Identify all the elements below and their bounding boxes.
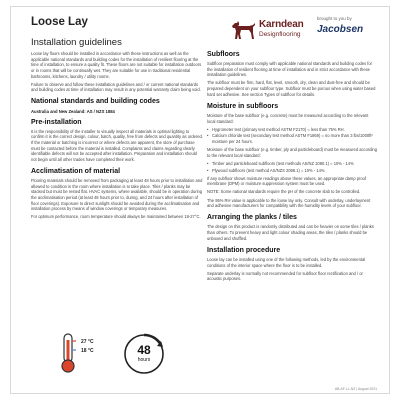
- document-page: [10, 6, 390, 394]
- standards-heading: National standards and building codes: [31, 98, 160, 106]
- standards-line: Australia and New Zealand: AS / NZS 1884: [31, 108, 115, 114]
- jacobsen-logo: Jacobsen: [317, 24, 364, 35]
- hours-value: 48: [137, 343, 151, 357]
- acclimatisation-icons: [56, 332, 186, 377]
- procedure-paragraph-2: Separate underlay is normally not recommended for subfloor floor rectification and / or acoustic purposes.: [207, 270, 363, 282]
- arranging-heading: Arranging the planks / tiles: [207, 214, 297, 222]
- min-temperature: 18 °C: [81, 348, 94, 354]
- max-temperature: 27 °C: [81, 339, 94, 345]
- moisture-paragraph: Moisture of the base subfloor (e.g. concrete) must be measured according to the relevant local standard:: [207, 112, 369, 124]
- acclimatisation-heading: Acclimatisation of material: [31, 167, 121, 175]
- document-title: Loose Lay: [31, 16, 88, 28]
- procedure-heading: Installation procedure: [207, 246, 281, 254]
- subfloors-paragraph-1: Subfloor preparation must comply with applicable national standards and building codes for the installation of resilient flooring at time of installation and in strict accordance with these installation guidelines.: [207, 61, 372, 78]
- hours-unit: hours: [137, 357, 151, 363]
- header: [11, 7, 390, 51]
- dog-icon: [229, 17, 257, 41]
- document-subtitle: Installation guidelines: [31, 37, 122, 48]
- list-item: • Plywood subfloors (test method AS/NZS 2098.1) = 10% - 14%: [207, 168, 377, 174]
- procedure-paragraph-1: Loose lay can be installed using one of the following methods, led by the environmental conditions of the interior space where the floor is to be installed.: [207, 256, 366, 268]
- preinstall-paragraph: It is the responsibility of the installer to visually inspect all materials in optimal lighting to confirm it is the correct design, colour, batch, quality, free from defects and quantity as ordered. If the material or batching is incorrect or where defects are apparent, the store of purchase must be contacted before the material is installed. Complaints and claims regarding clearly identifiable defects will not be accepted after installation. Preparation and installation should not begin until all other trades have completed their work.: [31, 128, 203, 162]
- left-column: [31, 51, 203, 222]
- arranging-paragraph: The design on this product is randomly distributed and can be heavier on some tiles / planks than others. To prevent heavy and light colour shading areas, the tiles / planks should be unboxed and shuffled.: [207, 224, 374, 241]
- moisture-list: [207, 127, 377, 145]
- acclimatisation-paragraph: Flooring materials should be removed from packaging at least 48 hours prior to installation and allowed to condition in the room where installation is to take place. Tiles / planks may be stacked but must be rested flat. HVAC systems, where available, should be in operation during the acclimatisation period (at least 48 hours prior to, during, and 24 hours after installation of floor coverings). Exposure to direct sunlight should be avoided during the acclimatisation and installation process by means of window coverings or temporary measures.: [31, 177, 203, 212]
- list-item: • Hygrometer test (primary test method ASTM F2170) = less than 75% RH.: [207, 127, 377, 133]
- note-paragraph: NOTE: Some national standards require the pH of the concrete slab to be controlled.: [207, 189, 361, 195]
- temperature-paragraph: For optimum performance, room temperature should always be maintained between 18-27°C.: [31, 214, 201, 220]
- timber-paragraph: Moisture of the base subfloor (e.g. timber, ply and particleboard) must be measured according to the relevant local standard:: [207, 147, 377, 158]
- moisture-paragraph-3: The 95% RH value is applicable to the loose lay only. Consult with underlay, underlayment and adhesive manufacturers for compatibility with the humidity levels of your subfloor.: [207, 197, 371, 209]
- brand-name: Karndean: [259, 19, 304, 30]
- subfloors-heading: Subfloors: [207, 51, 240, 58]
- brand-tagline: Designflooring: [259, 31, 301, 38]
- intro-paragraph: Loose lay floors should be installed in accordance with these instructions as well as the applicable national standards and building codes for the installation of resilient flooring at the time of installation, to ensure a quality fit. These floors are not suitable for installation outdoors or in rooms that will be continually wet. They are suitable for use in traditional residential bathrooms, kitchens, laundry / utility rooms.: [31, 51, 202, 79]
- list-item: • Timber and particleboard subfloors (test methods AS/NZ 1080.1) = 10% - 14%: [207, 161, 377, 167]
- clock-icon: [122, 332, 166, 376]
- karndean-logo: [229, 16, 311, 44]
- warranty-paragraph: Failure to observe and follow these installation guidelines and / or current national standards and building codes at time of installation may result in any potential warranty claim being void.: [31, 81, 201, 93]
- subfloors-paragraph-2: The subfloor must be firm, hard, flat, level, smooth, dry, clean and dust-free and should be prepared dependent on your subfloor type. Subfloor must be porous when using water based hard set adhesive. See section Types of subfloor for details.: [207, 80, 376, 97]
- timber-list: [207, 161, 377, 173]
- moisture-paragraph-2: If any subfloor shows moisture readings above these values, an appropriate damp proof membrane (DPM) or moisture suppression system must be used.: [207, 175, 367, 187]
- moisture-heading: Moisture in subfloors: [207, 102, 279, 110]
- list-item: • Calcium chloride test (secondary test method ASTM F1869) = no more than 3 lbs/1000ft² moisture per 24 hours.: [207, 133, 377, 144]
- thermometer-icon: [56, 332, 80, 374]
- brought-by-text: brought to you by: [317, 16, 352, 21]
- preinstall-heading: Pre-installation: [31, 118, 82, 126]
- right-column: [207, 51, 377, 284]
- footer-code: AB-AF-LL-NZ | August 2021: [334, 387, 377, 391]
